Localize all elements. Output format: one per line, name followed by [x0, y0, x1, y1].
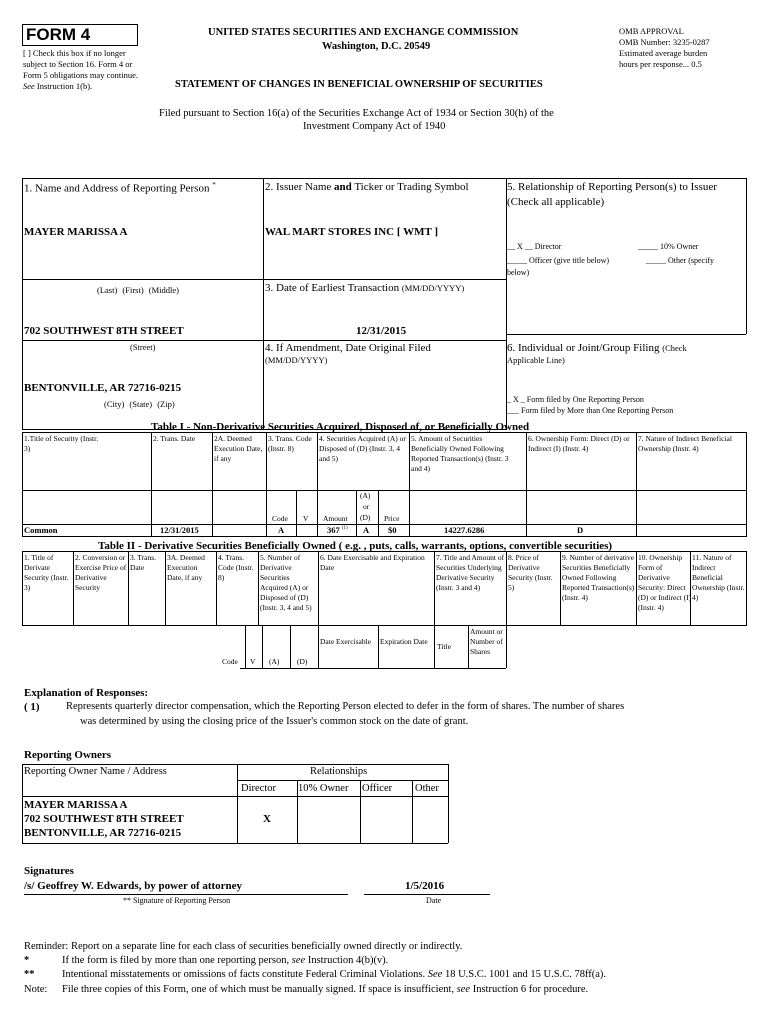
t1-row-price: $0	[388, 525, 397, 535]
signature-line	[24, 894, 348, 895]
t1-sub-aord-1: (A)	[360, 491, 371, 500]
table2-header-bottom	[22, 625, 747, 626]
statement-title: STATEMENT OF CHANGES IN BENEFICIAL OWNERSHIP OF SECURITIES	[175, 79, 543, 90]
owners-head-bottom	[22, 796, 448, 797]
filed-pursuant-line1: Filed pursuant to Section 16(a) of the Securities Exchange Act of 1934 or Section 30(h) of the	[159, 108, 554, 119]
t1-v7	[636, 432, 637, 536]
earliest-transaction-date: 12/31/2015	[356, 325, 407, 337]
box-divider-1	[263, 178, 264, 429]
t2-v9	[560, 551, 561, 625]
relationship-director: __ X __ Director	[507, 242, 562, 251]
box2-label-and: and	[334, 181, 352, 193]
box3-label	[265, 282, 464, 294]
owner-line2: 702 SOUTHWEST 8TH STREET	[24, 813, 184, 825]
t1-row-date: 12/31/2015	[160, 525, 199, 535]
footnote-1-line2: was determined by using the closing price of the Issuer's common stock on the date of grant.	[80, 716, 469, 727]
reminder-note-label: Note:	[24, 984, 48, 995]
owners-col-other: Other	[415, 783, 439, 794]
t2-v4a	[245, 625, 246, 668]
t2-v3	[165, 551, 166, 625]
box1-sep-2	[22, 340, 263, 341]
t2-v5	[258, 551, 259, 625]
t2-v6a	[378, 625, 379, 668]
t2-col6: 6. Date Exercisable and Expiration Date	[320, 553, 425, 572]
t2-sub-amount: Amount or Number of Shares	[470, 627, 503, 656]
signature-date: 1/5/2016	[405, 880, 445, 892]
form-title: FORM 4	[26, 25, 91, 44]
reporting-street: 702 SOUTHWEST 8TH STREET	[24, 325, 184, 337]
t2-col7: 7. Title and Amount of Securities Underlying Derivative Security (Instr. 3 and 4)	[436, 553, 505, 592]
t2-sub-date-ex: Date Exercisable	[320, 637, 372, 646]
t2-v2	[128, 551, 129, 625]
reminder-star1-post: Instruction 4(b)(v).	[307, 955, 389, 966]
owners-col-name: Reporting Owner Name / Address	[24, 766, 167, 777]
check-box-note-text: [ ] Check this box if no longer subject to Section 16. Form 4 or Form 5 obligations may continue.	[23, 48, 138, 80]
table1-top	[22, 432, 747, 433]
t1-row-footnote: (1)	[341, 526, 348, 532]
box-top-border	[22, 178, 747, 179]
box2-label-post: Ticker or Trading Symbol	[351, 181, 469, 193]
t1-row-aord: A	[363, 525, 370, 535]
box1-label	[24, 181, 216, 195]
t2-v0	[22, 551, 23, 625]
t1-v4a	[356, 490, 357, 536]
owners-rel-line	[237, 780, 448, 781]
t1-sub-price: Price	[384, 514, 400, 523]
t2-sub-code: Code	[222, 657, 238, 666]
date-label: Date	[426, 896, 442, 905]
table2-row-bottom	[240, 668, 506, 669]
reminder-star2-see: See	[427, 969, 443, 980]
filed-pursuant-line2: Investment Company Act of 1940	[303, 121, 446, 132]
omb-approval: OMB APPROVAL	[619, 26, 684, 36]
box4-label: 4. If Amendment, Date Original Filed	[265, 342, 431, 354]
relationship-other: _____ Other (specify	[646, 256, 714, 265]
t1-col6: 6. Ownership Form: Direct (D) or Indirect (I) (Instr. 4)	[528, 434, 630, 453]
box-left-border	[22, 178, 23, 429]
t2-col2: 2. Conversion or Exercise Price of Derivative Security	[75, 553, 127, 592]
box3-label-text: 3. Date of Earliest Transaction	[265, 282, 400, 294]
t1-v1	[151, 432, 152, 536]
check-box-note	[23, 48, 151, 92]
relationship-officer: _____ Officer (give title below)	[507, 256, 610, 265]
table2-top	[22, 551, 747, 552]
t2-v6	[318, 551, 319, 668]
t1-sub-amount: Amount	[323, 514, 348, 523]
table2-title: Table II - Derivative Securities Beneficially Owned ( e.g. , puts, calls, warrants, options, convertible securities)	[98, 540, 613, 552]
t1-col5: 5. Amount of Securities Beneficially Owned Following Reported Transaction(s) (Instr. 3 and 4)	[411, 434, 509, 473]
reminder-note-text	[62, 984, 588, 995]
owners-v3	[360, 780, 361, 843]
reminder-star2: **	[24, 969, 35, 980]
box3-label-format: (MM/DD/YYYY)	[401, 283, 465, 293]
issuer-name: WAL MART STORES INC [ WMT ]	[265, 226, 439, 238]
check-box-instruction: Instruction 1(b).	[36, 81, 93, 91]
t2-sub-title: Title	[437, 642, 451, 651]
t2-v4	[216, 551, 217, 625]
t1-row-amount-value: 367	[327, 525, 340, 535]
box6-label-text: 6. Individual or Joint/Group Filing	[507, 342, 660, 354]
t1-row-owned: 14227.6286	[444, 525, 485, 535]
t1-v0	[22, 432, 23, 536]
check-box-see: See	[23, 81, 35, 91]
owner-line1: MAYER MARISSA A	[24, 799, 128, 811]
box1-label-text: 1. Name and Address of Reporting Person	[24, 182, 210, 195]
t2-col5: 5. Number of Derivative Securities Acquired (A) or Disposed of (D) (Instr. 3, 4 and 5)	[260, 553, 312, 612]
owners-top	[22, 764, 448, 765]
box5-label-line2: (Check all applicable)	[507, 196, 605, 208]
signer-name: /s/ Geoffrey W. Edwards, by power of attorney	[24, 880, 243, 892]
omb-number: OMB Number: 3235-0287	[619, 37, 710, 47]
reminder-note-post: Instruction 6 for procedure.	[472, 984, 589, 995]
box2-sep	[263, 279, 506, 280]
agency-location: Washington, D.C. 20549	[322, 41, 431, 52]
box2-label	[265, 181, 469, 193]
box6-label-line2: Applicable Line)	[507, 355, 565, 365]
filing-one-person: _ X _ Form filed by One Reporting Person	[507, 395, 644, 404]
t2-col10: 10. Ownership Form of Derivative Security: Direct (D) or Indirect (I) (Instr. 4)	[638, 553, 692, 612]
footnote-1-marker: ( 1)	[24, 701, 40, 713]
t1-v5	[409, 432, 410, 536]
relationship-ten-pct: _____ 10% Owner	[638, 242, 699, 251]
t2-sub-d: (D)	[297, 657, 308, 666]
t2-v12	[746, 551, 747, 625]
owners-bottom	[22, 843, 448, 844]
t1-col1: 1.Title of Security (Instr. 3)	[24, 434, 99, 453]
city-label: (City) (State) (Zip)	[104, 399, 175, 409]
t1-col2a: 2A. Deemed Execution Date, if any	[214, 434, 263, 463]
signature-label: ** Signature of Reporting Person	[123, 896, 231, 905]
box4-label-format: (MM/DD/YYYY)	[265, 355, 328, 365]
t2-col1: 1. Title of Derivate Security (Instr. 3)	[24, 553, 69, 592]
t1-sub-aord-3: (D)	[360, 513, 371, 522]
agency-name: UNITED STATES SECURITIES AND EXCHANGE COMMISSION	[208, 27, 519, 38]
reminder-star1: *	[24, 955, 30, 966]
t2-sub-exp: Expiration Date	[380, 637, 428, 646]
reminder-star1-text	[62, 955, 388, 966]
reminder-note-see: see	[456, 984, 471, 995]
t1-row-form: D	[577, 525, 584, 535]
signatures-heading: Signatures	[24, 865, 74, 877]
t1-row-code: A	[278, 525, 285, 535]
t2-v5a	[290, 625, 291, 668]
owners-col-rel: Relationships	[310, 766, 368, 777]
owners-v4	[412, 780, 413, 843]
t2-col8: 8. Price of Derivative Security (Instr. 5)	[508, 553, 553, 592]
t1-v4b	[378, 490, 379, 536]
t1-v3	[266, 432, 267, 536]
t1-sub-v: V	[303, 514, 309, 523]
t2-sub-v: V	[250, 657, 256, 666]
t1-v6	[526, 432, 527, 536]
t1-v2	[212, 432, 213, 536]
reporting-city: BENTONVILLE, AR 72716-0215	[24, 382, 182, 394]
box6-label-check: (Check	[662, 343, 687, 353]
table1-sub-bottom	[22, 524, 747, 525]
footnote-1-line1: Represents quarterly director compensation, which the Reporting Person elected to defer in the form of shares. The number of shares	[66, 701, 625, 712]
t2-col9: 9. Number of derivative Securities Beneficially Owned Following Reported Transaction(s) (Instr. 4)	[562, 553, 635, 602]
relationship-below: below)	[507, 268, 530, 277]
owners-col-officer: Officer	[362, 783, 393, 794]
owners-col-ten: 10% Owner	[298, 783, 349, 794]
t2-v4b	[262, 625, 263, 668]
t1-v8	[746, 432, 747, 536]
owners-v0	[22, 764, 23, 843]
owner-line3: BENTONVILLE, AR 72716-0215	[24, 827, 182, 839]
reminder-line: Reminder: Report on a separate line for each class of securities beneficially owned directly or indirectly.	[24, 941, 463, 952]
t2-col11: 11. Nature of Indirect Beneficial Ownership (Instr. 4)	[692, 553, 745, 602]
t2-col4: 4. Trans. Code (Instr. 8)	[218, 553, 254, 582]
box1-asterisk: *	[212, 181, 216, 189]
owners-v1	[237, 764, 238, 843]
owners-v5	[448, 764, 449, 843]
name-parts-label: (Last) (First) (Middle)	[97, 285, 180, 295]
t1-row-amount	[327, 525, 348, 535]
box1-sep-1	[22, 279, 263, 280]
box-right-border	[746, 178, 747, 334]
owner-director-mark: X	[263, 813, 271, 825]
street-label: (Street)	[130, 342, 156, 352]
t2-v1	[73, 551, 74, 625]
owners-col-director: Director	[241, 783, 276, 794]
t1-sub-code: Code	[272, 514, 288, 523]
reporting-person-name: MAYER MARISSA A	[24, 226, 128, 238]
explanation-heading: Explanation of Responses:	[24, 687, 149, 699]
t1-col3: 3. Trans. Code (Instr. 8)	[268, 434, 312, 453]
t1-row-title: Common	[24, 525, 58, 535]
box6-label	[507, 342, 687, 354]
filing-more-persons: ___ Form filed by More than One Reporting Person	[507, 406, 674, 415]
omb-burden: Estimated average burden	[619, 48, 708, 58]
table1-row-bottom	[22, 536, 747, 537]
box2-label-pre: 2. Issuer Name	[265, 181, 335, 193]
reminder-star2-pre: Intentional misstatements or omissions of facts constitute Federal Criminal Violations.	[62, 969, 426, 980]
reminder-note-pre: File three copies of this Form, one of which must be manually signed. If space is insufficient,	[62, 984, 455, 995]
box5-label-line1: 5. Relationship of Reporting Person(s) to Issuer	[507, 181, 717, 193]
t1-col4: 4. Securities Acquired (A) or Disposed of (D) (Instr. 3, 4 and 5)	[319, 434, 406, 463]
t2-col3: 3. Trans. Date	[130, 553, 157, 572]
reminder-star1-see: see	[291, 955, 306, 966]
reminder-star2-post: 18 U.S.C. 1001 and 15 U.S.C. 78ff(a).	[444, 969, 607, 980]
reminder-star2-text	[62, 969, 606, 980]
box-divider-2	[506, 178, 507, 429]
date-line	[364, 894, 490, 895]
t2-col3a: 3A. Deemed Execution Date, if any	[167, 553, 205, 582]
box5-sep	[506, 334, 746, 335]
reminder-star1-pre: If the form is filed by more than one reporting person,	[62, 955, 290, 966]
box3-sep	[263, 340, 506, 341]
t1-v3a	[296, 490, 297, 536]
t1-sub-aord-2: or	[363, 502, 370, 511]
t2-sub-a: (A)	[269, 657, 280, 666]
t2-v7	[434, 551, 435, 668]
t1-v4	[317, 432, 318, 536]
t1-col2: 2. Trans. Date	[153, 434, 196, 443]
table1-header-bottom	[22, 490, 747, 491]
omb-hours: hours per response... 0.5	[619, 59, 702, 69]
owners-heading: Reporting Owners	[24, 749, 112, 761]
t1-col7: 7. Nature of Indirect Beneficial Ownership (Instr. 4)	[638, 434, 732, 453]
t2-v7a	[468, 625, 469, 668]
table1-title: Table I - Non-Derivative Securities Acquired, Disposed of, or Beneficially Owned	[151, 421, 530, 433]
